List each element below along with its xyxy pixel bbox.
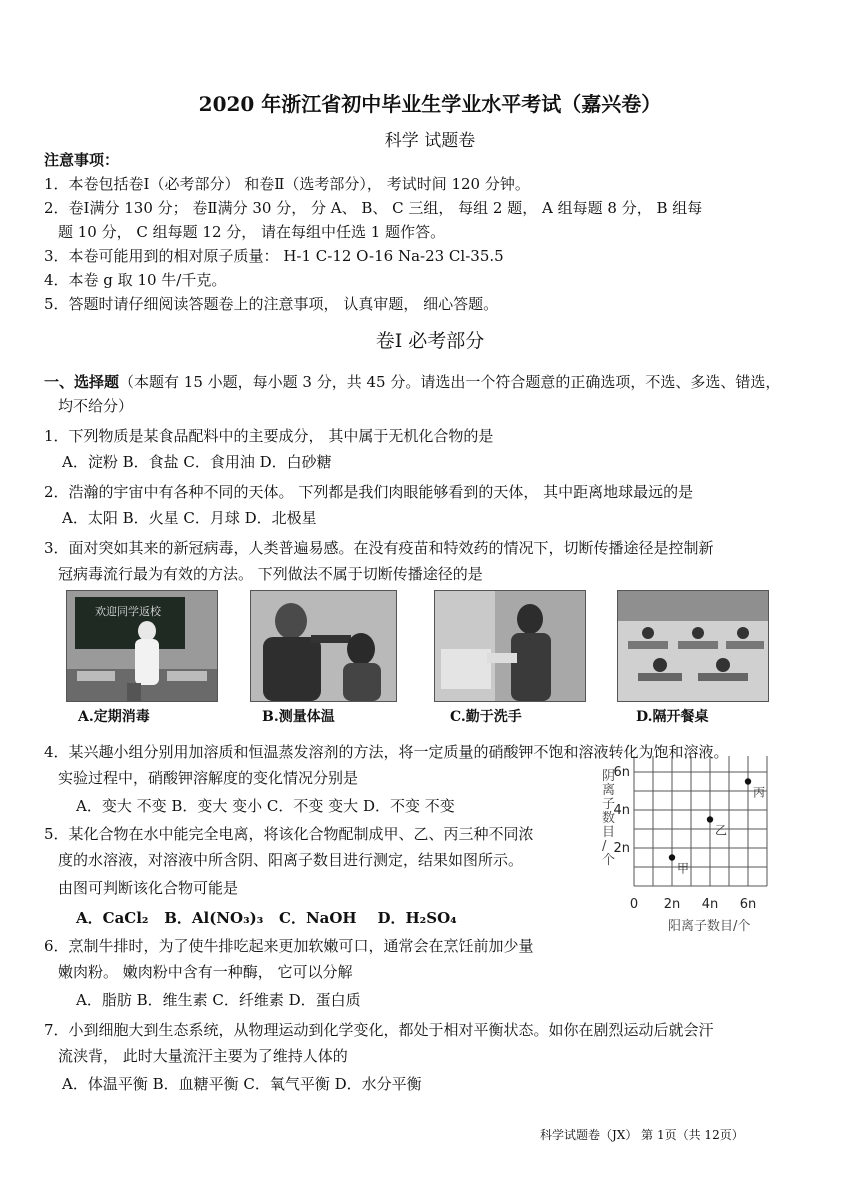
- y-tick-label: 6n: [613, 765, 630, 780]
- q4-stem-line1: 4．某兴趣小组分别用加溶质和恒温蒸发溶剂的方法，将一定质量的硝酸钾不饱和溶液转化为饱和溶液。: [44, 743, 729, 761]
- data-point-label: 丙: [753, 785, 766, 800]
- q1-stem: 1．下列物质是某食品配料中的主要成分， 其中属于无机化合物的是: [44, 427, 494, 445]
- part-instr-line2: 均不给分）: [58, 397, 134, 415]
- q3-stem-line1: 3．面对突如其来的新冠病毒，人类普遍易感。在没有疫苗和特效药的情况下，切断传播途径是控制新: [44, 539, 714, 557]
- q7-options: A．体温平衡 B．血糖平衡 C．氧气平衡 D．水分平衡: [62, 1075, 422, 1093]
- y-tick-label: 2n: [613, 841, 630, 856]
- q7-stem-line2: 流浃背， 此时大量流汗主要为了维持人体的: [58, 1047, 348, 1065]
- part-instr-line1: （本题有 15 小题，每小题 3 分，共 45 分。请选出一个符合题意的正确选项，不选、多选、错选，: [119, 373, 781, 391]
- y-tick-label: 4n: [613, 803, 630, 818]
- notice-item: 题 10 分， C 组每题 12 分， 请在每组中任选 1 题作答。: [58, 223, 446, 241]
- q5-stem-line3: 由图可判断该化合物可能是: [58, 879, 239, 897]
- caption-a: A.定期消毒: [78, 709, 150, 725]
- data-point: [707, 816, 713, 822]
- caption-b: B.测量体温: [262, 709, 335, 725]
- notice-item: 3．本卷可能用到的相对原子质量： H-1 C-12 O-16 Na-23 Cl-35.5: [44, 247, 504, 265]
- data-point: [745, 778, 751, 784]
- q2-options: A．太阳 B．火星 C．月球 D．北极星: [62, 509, 317, 527]
- notice-item: 1．本卷包括卷Ⅰ（必考部分） 和卷Ⅱ（选考部分）， 考试时间 120 分钟。: [44, 175, 530, 193]
- data-point-label: 甲: [677, 861, 690, 876]
- q5-stem-line2: 度的水溶液，对溶液中所含阴、阳离子数目进行测定，结果如图所示。: [58, 851, 524, 869]
- x-tick-label: 0: [629, 897, 639, 912]
- part-instructions: [44, 370, 780, 394]
- notice-item: 2．卷Ⅰ满分 130 分； 卷Ⅱ满分 30 分， 分 A、 B、 C 三组， 每组 2 题， A 组每题 8 分， B 组每: [44, 199, 703, 217]
- q5-option-c: C．NaOH: [279, 909, 357, 927]
- part-heading: 一、选择题: [44, 373, 120, 391]
- x-tick-label: 6n: [739, 897, 757, 912]
- q6-stem-line2: 嫩肉粉。 嫩肉粉中含有一种酶， 它可以分解: [58, 963, 353, 981]
- q5-option-b: B．Al(NO₃)₃: [164, 909, 264, 927]
- q6-options: A．脂肪 B．维生素 C．纤维素 D．蛋白质: [76, 991, 361, 1009]
- photo-separated-tables: [617, 590, 769, 702]
- notice-item: 5．答题时请仔细阅读答题卷上的注意事项， 认真审题， 细心答题。: [44, 295, 499, 313]
- section-title: 卷Ⅰ 必考部分: [375, 330, 485, 352]
- q3-stem-line2: 冠病毒流行最为有效的方法。 下列做法不属于切断传播途径的是: [58, 565, 483, 583]
- x-axis-label: 阳离子数目/个: [668, 919, 751, 934]
- caption-d: D.隔开餐桌: [636, 709, 709, 725]
- x-tick-label: 4n: [701, 897, 719, 912]
- page-footer: 科学试题卷（JX） 第 1页（共 12页）: [540, 1128, 744, 1142]
- notice-item: 4．本卷 g 取 10 牛/千克。: [44, 271, 227, 289]
- caption-c: C.勤于洗手: [450, 709, 522, 725]
- q5-option-a: A．CaCl₂: [76, 909, 149, 927]
- data-point: [669, 854, 675, 860]
- photo-disinfection: [66, 590, 218, 702]
- q5-option-d: D．H₂SO₄: [377, 909, 457, 927]
- q2-stem: 2．浩瀚的宇宙中有各种不同的天体。 下列都是我们肉眼能够看到的天体， 其中距离地球最远的是: [44, 483, 694, 501]
- photo-temperature: [250, 590, 397, 702]
- ion-count-chart: [590, 756, 790, 942]
- q6-stem-line1: 6．烹制牛排时，为了使牛排吃起来更加软嫩可口，通常会在烹饪前加少量: [44, 937, 534, 955]
- q1-options: A．淀粉 B．食盐 C．食用油 D．白砂糖: [62, 453, 332, 471]
- notice-heading: 注意事项：: [44, 151, 120, 169]
- y-axis-label: 阴离子数目/个: [602, 769, 616, 868]
- q7-stem-line1: 7．小到细胞大到生态系统，从物理运动到化学变化，都处于相对平衡状态。如你在剧烈运动后就会汗: [44, 1021, 714, 1039]
- q5-options: [76, 906, 457, 930]
- q5-stem-line1: 5．某化合物在水中能完全电离，将该化合物配制成甲、乙、丙三种不同浓: [44, 825, 534, 843]
- x-tick-label: 2n: [663, 897, 681, 912]
- photo-handwashing: [434, 590, 586, 702]
- board-text: 欢迎同学返校: [95, 605, 161, 618]
- q4-options: A．变大 不变 B．变大 变小 C．不变 变大 D．不变 不变: [76, 797, 455, 815]
- q4-stem-line2: 实验过程中，硝酸钾溶解度的变化情况分别是: [58, 769, 359, 787]
- data-point-label: 乙: [715, 823, 728, 838]
- page-subtitle: 科学 试题卷: [384, 131, 476, 151]
- page-title: 2020 年浙江省初中毕业生学业水平考试（嘉兴卷）: [198, 92, 662, 116]
